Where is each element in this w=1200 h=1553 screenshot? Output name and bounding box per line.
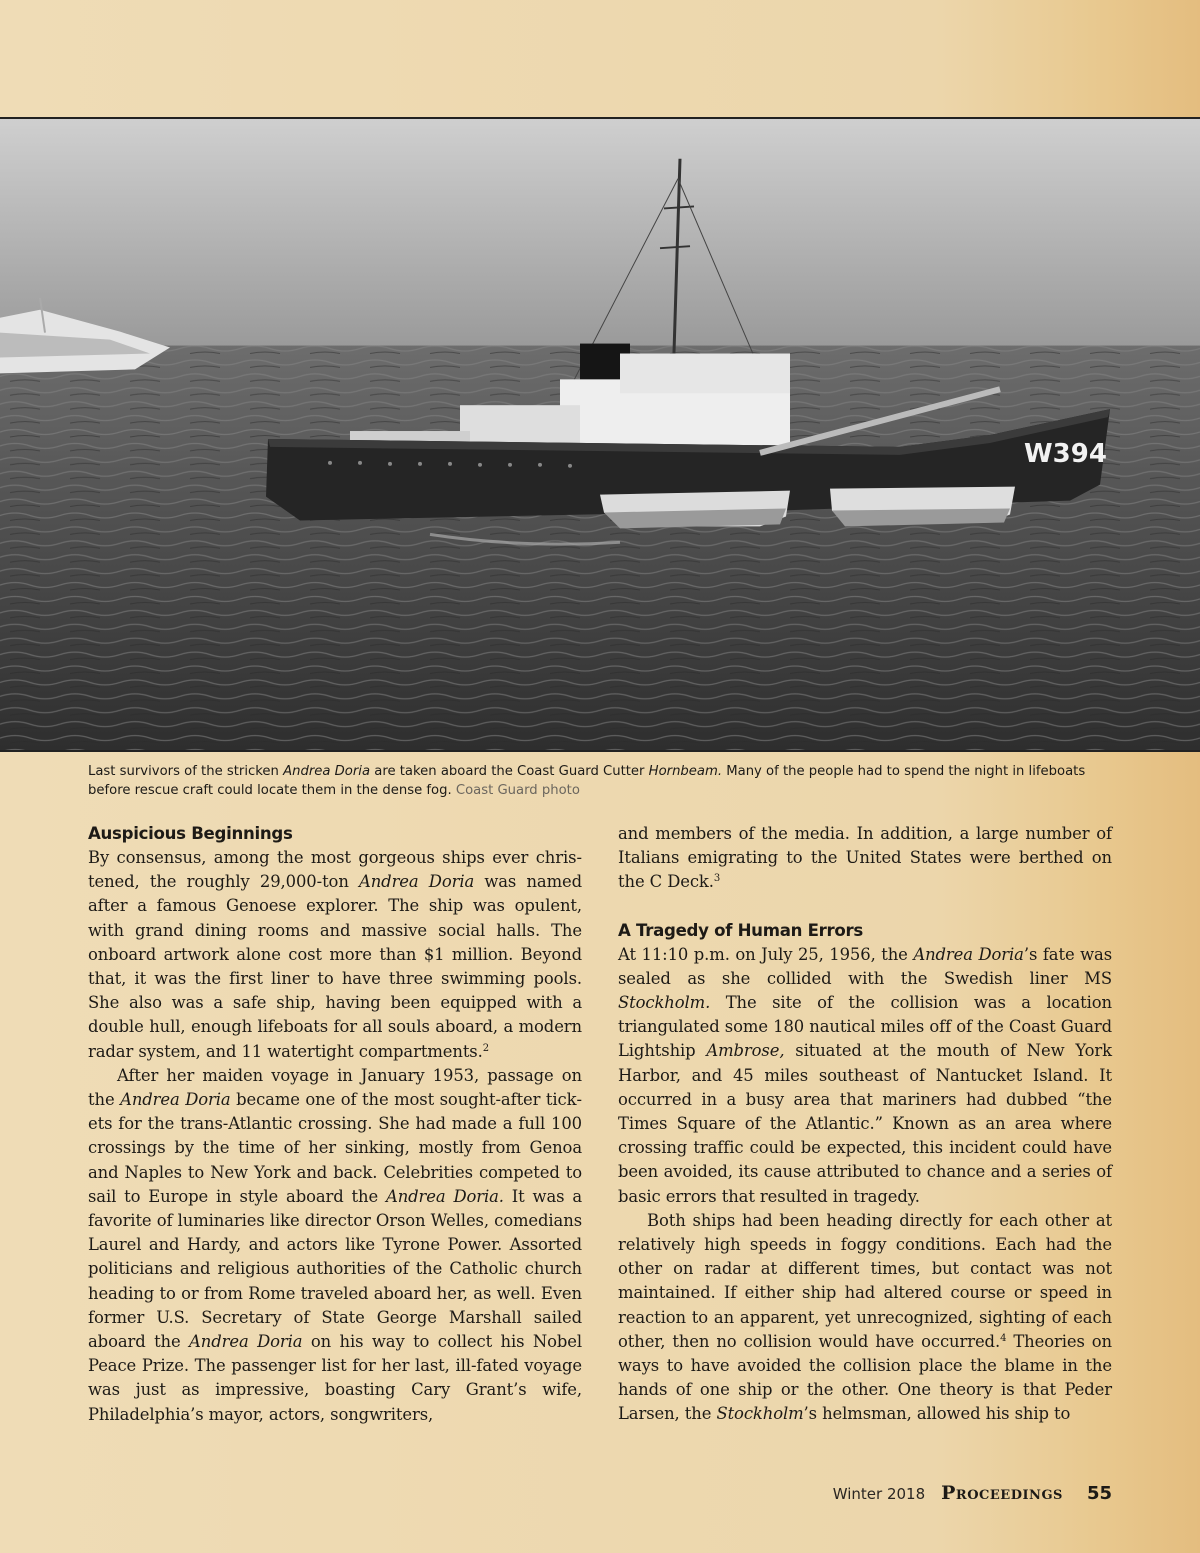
paragraph: After her maiden voyage in January 1953, passage on the Andrea Doria became one of the most sought-after tickets for the trans-Atlantic crossing. She had made a full 100 crossings by the time of her sinking, mostly from Genoa and Naples to New York and back. Celebrities competed to sail to Europe in style aboard the Andrea Doria. It was a favorite of luminaries like director Orson Welles, comedians Laurel and Hardy, and actors like Tyrone Power. Assorted politicians and religious authorities of the Catholic church heading to or from Rome traveled aboard her, as well. Even former U.S. Secretary of State George Marshall sailed aboard the Andrea Doria on his way to collect his Nobel Peace Prize. The passenger list for her last, ill-fated voyage was just as impressive, boasting Cary Grant’s wife, Philadelphia’s mayor, actors, songwriters, — [88, 1065, 583, 1424]
paragraph: Both ships had been heading directly for each other at relatively high speeds in foggy conditions. Each had the other on radar at different times, but contact was not maintained. If either ship had altered course or speed in reaction to an apparent, yet unrecognized, sighting of each other, then no collision would have occurred.$^4$ Theories on ways to have avoided the collision place the blame in the hands of one ship or the other. One theory is that Peder Larsen, the Stockholm’s helmsman, allowed his ship to — [618, 1210, 1112, 1424]
paragraph: and members of the media. In addition, a large number of Italians emigrating to the United States were berthed on the C Deck.$^3$ — [618, 824, 1112, 892]
footnote-ref: 4 — [1000, 1332, 1007, 1344]
paragraph: By consensus, among the most gorgeous ships ever christened, the roughly 29,000-ton Andrea Doria was named after a famous Genoese explorer. The ship was opulent, with grand dining rooms and massive social halls. The onboard artwork alone cost more than $1 million. Beyond that, it was the first liner to have three swimming pools. She also was a safe ship, having been equipped with a double hull, enough lifeboats for all souls aboard, a modern radar system, and 11 watertight compartments.$^2$ — [88, 848, 583, 1061]
page-number: 55 — [1086, 1483, 1112, 1504]
left-column — [88, 822, 582, 1427]
publication-name: Proceedings — [941, 1482, 1063, 1504]
footnote-ref: 3 — [713, 873, 721, 885]
section-heading: Auspicious Beginnings — [88, 824, 293, 843]
issue-date: Winter 2018 — [832, 1485, 926, 1503]
page-footer — [700, 1482, 1112, 1504]
hull-marking: W394 — [1024, 438, 1107, 469]
caption-ship-name: Andrea Doria — [283, 764, 371, 779]
photo-caption: Last survivors of the stricken Andrea Doria are taken aboard the Coast Guard Cutter Hornbeam. Many of the people had to spend the night in lifeboats before rescue craft could locate them in the dense fog. Coast Guard photo — [88, 764, 1086, 798]
section-heading: A Tragedy of Human Errors — [618, 920, 863, 940]
caption-ship-name: Hornbeam. — [648, 764, 723, 779]
photo-credit: Coast Guard photo — [455, 783, 580, 798]
paragraph: At 11:10 p.m. on July 25, 1956, the Andrea Doria’s fate was sealed as she collided with the Swedish liner MS Stockholm. The site of the collision was a location triangulated some 180 nautical miles off of the Coast Guard Lightship Ambrose, situated at the mouth of New York Harbor, and 45 miles southeast of Nantucket Island. It occurred in a busy area that mariners had dubbed “the Times Square of the Atlantic.” Known as an area where crossing traffic could be expected, this incident could have been avoided, its cause attributed to chance and a series of basic errors that resulted in tragedy. — [618, 944, 1113, 1206]
coast-guard-cutter-photo — [0, 119, 1200, 750]
right-column — [618, 822, 1112, 1427]
cover-photo — [0, 117, 1200, 752]
footnote-ref: 2 — [482, 1042, 489, 1054]
